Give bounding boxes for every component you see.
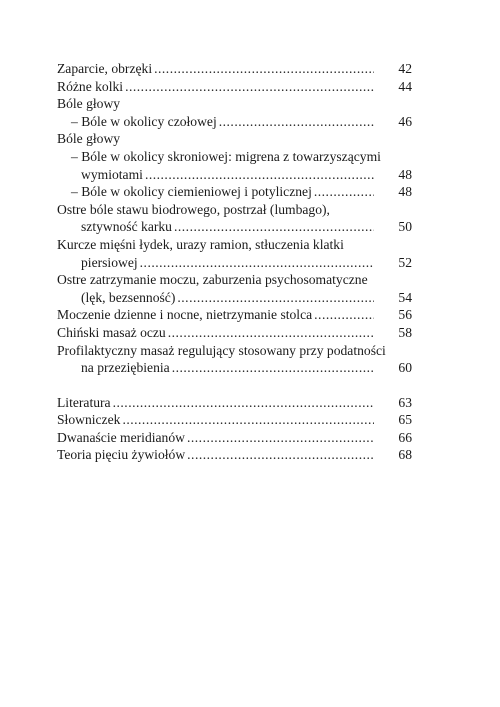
toc-entry-title: na przeziębienia <box>81 360 170 376</box>
toc-entry-heading-line: Bóle głowy <box>57 131 121 147</box>
dot-leader <box>154 60 374 78</box>
toc-entry-title: Teoria pięciu żywiołów <box>57 447 186 463</box>
toc-page-number: 54 <box>398 289 412 305</box>
toc-entry-title: – Bóle w okolicy czołowej <box>71 113 217 129</box>
dot-leader <box>125 78 374 96</box>
dot-leader <box>314 183 374 201</box>
toc-page-number: 48 <box>398 166 412 182</box>
toc-entry <box>57 78 412 96</box>
toc-entry-title: sztywność karku <box>81 219 172 235</box>
toc-entry-heading-line: – Bóle w okolicy skroniowej: migrena z towarzyszącymi <box>71 148 381 164</box>
toc-entry <box>57 166 412 184</box>
toc-entry-heading-line: Bóle głowy <box>57 96 121 112</box>
toc-entry <box>57 218 412 236</box>
toc-page-number: 50 <box>398 219 412 235</box>
toc-page-number: 46 <box>398 113 412 129</box>
table-of-contents <box>57 60 412 464</box>
toc-entry-title: Różne kolki <box>57 78 124 94</box>
toc-page-number: 56 <box>398 307 412 323</box>
toc-entry <box>57 359 412 377</box>
dot-leader <box>113 394 374 412</box>
toc-entry <box>57 113 412 131</box>
dot-leader <box>187 429 374 447</box>
toc-entry-heading-line: Profilaktyczny masaż regulujący stosowany przy podatności <box>57 342 386 358</box>
toc-page-number: 60 <box>398 360 412 376</box>
toc-back-matter-section <box>57 394 412 464</box>
section-gap <box>57 377 412 394</box>
dot-leader <box>174 218 374 236</box>
dot-leader <box>172 359 374 377</box>
toc-entry <box>57 324 412 342</box>
toc-entry-title: – Bóle w okolicy ciemieniowej i potylicznej <box>71 184 312 200</box>
dot-leader <box>122 411 374 429</box>
dot-leader <box>140 254 374 272</box>
toc-entry-title: piersiowej <box>81 254 138 270</box>
dot-leader <box>187 446 374 464</box>
toc-entry-heading-line: Kurcze mięśni łydek, urazy ramion, stłuczenia klatki <box>57 236 344 252</box>
toc-entry-title: Zaparcie, obrzęki <box>57 61 153 76</box>
dot-leader <box>219 113 374 131</box>
toc-entry-title: Chiński masaż oczu <box>57 324 166 340</box>
toc-page-number: 58 <box>398 324 412 340</box>
toc-page-number: 63 <box>398 394 412 410</box>
toc-entry <box>57 446 412 464</box>
toc-entry-heading-line: Ostre zatrzymanie moczu, zaburzenia psychosomatyczne <box>57 272 368 288</box>
toc-entry-title: Moczenie dzienne i nocne, nietrzymanie stolca <box>57 307 313 323</box>
toc-entry <box>57 60 412 78</box>
toc-page-number: 65 <box>398 412 412 428</box>
toc-entry-title: (lęk, bezsenność) <box>81 289 176 305</box>
toc-entry-title: wymiotami <box>81 166 143 182</box>
dot-leader <box>177 289 374 307</box>
toc-entry <box>57 394 412 412</box>
toc-entry-title: Literatura <box>57 394 111 410</box>
toc-entry <box>57 183 412 201</box>
dot-leader <box>145 166 374 184</box>
toc-entry <box>57 289 412 307</box>
toc-entry-title: Słowniczek <box>57 412 121 428</box>
dot-leader <box>314 306 374 324</box>
toc-page-number: 44 <box>398 78 412 94</box>
toc-entry-title: Dwanaście meridianów <box>57 429 185 445</box>
toc-entry <box>57 254 412 272</box>
toc-entry <box>57 429 412 447</box>
dot-leader <box>168 324 374 342</box>
toc-page-number: 48 <box>398 184 412 200</box>
toc-page-number: 66 <box>398 429 412 445</box>
toc-main-section <box>57 60 412 377</box>
toc-entry <box>57 411 412 429</box>
toc-entry <box>57 306 412 324</box>
toc-page-number: 52 <box>398 254 412 270</box>
toc-page-number: 42 <box>398 61 412 76</box>
toc-page-number: 68 <box>398 447 412 463</box>
toc-entry-heading-line: Ostre bóle stawu biodrowego, postrzał (lumbago), <box>57 201 330 217</box>
